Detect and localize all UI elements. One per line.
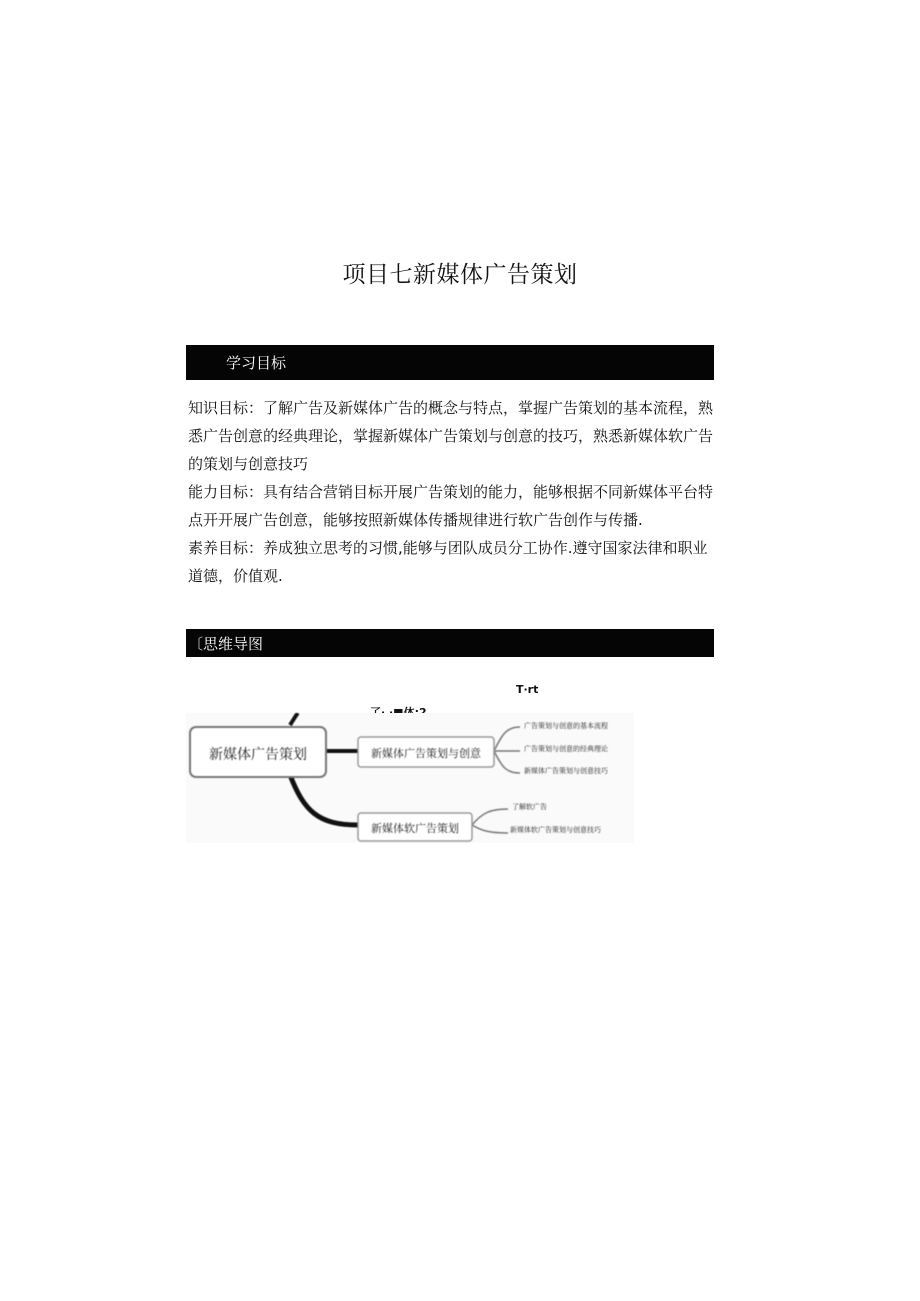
- ability-objective: 能力目标：具有结合营销目标开展广告策划的能力，能够根据不同新媒体平台特点开开展广告创意，能够按照新媒体传播规律进行软广告创作与传播.: [188, 483, 714, 529]
- mind-map-branch-label: 新媒体广告策划与创意: [371, 747, 481, 760]
- mind-map-branch-label: 新媒体软广告策划: [371, 822, 459, 835]
- section-header-learning-goals: [186, 345, 714, 380]
- section-header-label: 学习目标: [226, 354, 287, 372]
- literacy-objective: 素养目标：养成独立思考的习惯,能够与团队成员分工协作.遵守国家法律和职业道德，价值观.: [188, 539, 708, 585]
- section-header-label: 〔思维导图: [188, 634, 264, 653]
- mind-map-leaf: 广告策划与创意的基本流程: [524, 722, 608, 730]
- section-header-mind-map: [186, 629, 714, 657]
- page-title: 项目七新媒体广告策划: [342, 262, 578, 288]
- mind-map-leaf: 广告策划与创意的经典理论: [524, 745, 608, 753]
- connector: [290, 713, 298, 725]
- connector: [472, 825, 508, 833]
- mind-map-leaf: 新媒体软广告策划与创意技巧: [510, 826, 601, 834]
- mind-map-leaf: 了解软广告: [512, 803, 547, 811]
- mind-map-image: [186, 713, 634, 843]
- knowledge-objective: 知识目标：了解广告及新媒体广告的概念与特点，掌握广告策划的基本流程，熟悉广告创意的经典理论，掌握新媒体广告策划与创意的技巧，熟悉新媒体软广告的策划与创意技巧: [188, 399, 714, 473]
- mind-map-leaf: 新媒体广告策划与创意技巧: [524, 767, 608, 775]
- connector: [290, 775, 358, 825]
- mind-map-root-label: 新媒体广告策划: [209, 747, 307, 763]
- connector: [494, 727, 520, 751]
- connector: [494, 751, 520, 773]
- mind-map-diagram: [186, 713, 634, 843]
- objectives-text: [188, 394, 718, 590]
- mind-map-note: T·rt: [516, 683, 539, 696]
- connector: [472, 809, 508, 825]
